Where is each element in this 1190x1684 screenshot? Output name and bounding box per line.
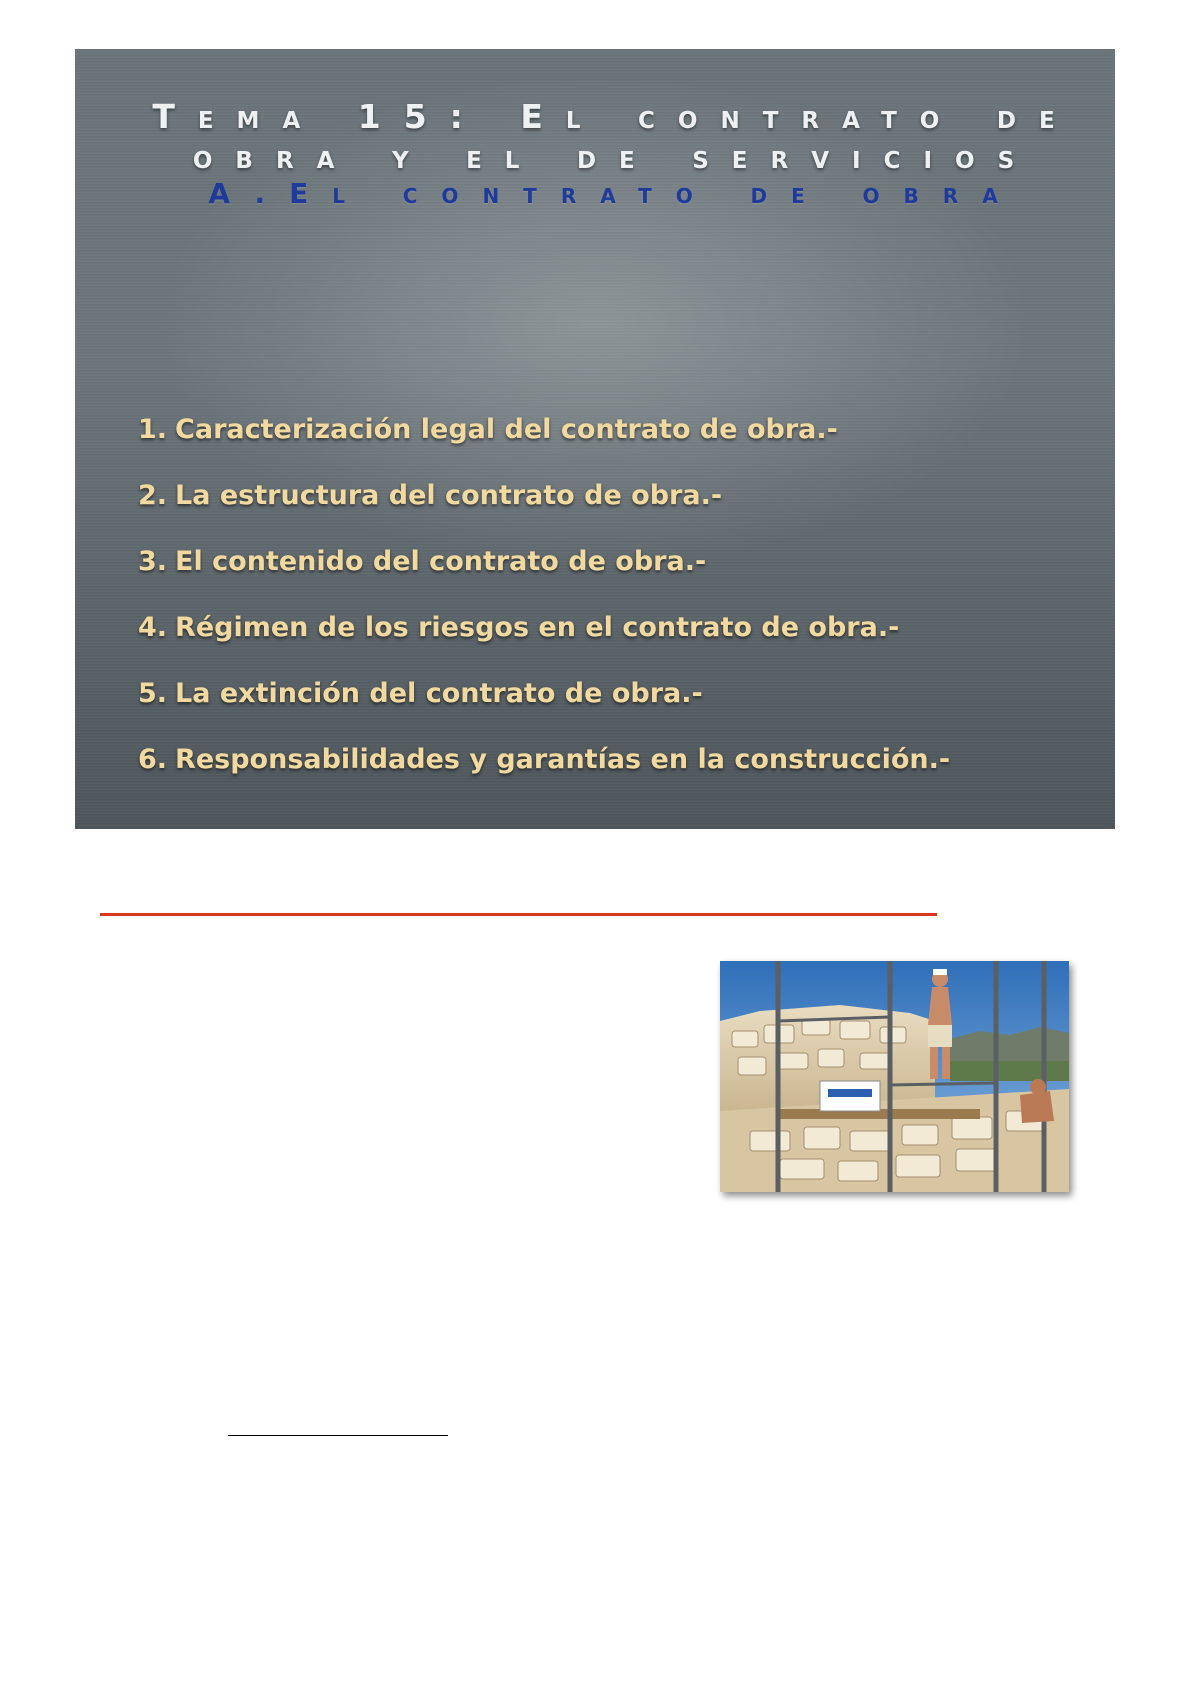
- topic-number: 1.: [138, 414, 168, 445]
- slide: [75, 49, 1115, 829]
- topic-item: [138, 397, 950, 463]
- topic-number: 5.: [138, 678, 168, 709]
- topic-number: 3.: [138, 546, 168, 577]
- topic-list: [138, 397, 950, 793]
- topic-text: La extinción del contrato de obra.-: [175, 678, 703, 709]
- topic-number: 2.: [138, 480, 168, 511]
- topic-text: El contenido del contrato de obra.-: [175, 546, 707, 577]
- slide-title-line-1: Tema 15: El contrato de: [152, 97, 1078, 136]
- slide-subtitle: A.El contrato de obra: [208, 177, 1022, 210]
- slide-title-line-2: obra y el de servicios: [192, 137, 1038, 176]
- topic-text: Caracterización legal del contrato de obra.-: [175, 414, 838, 445]
- footnote-separator: [228, 1435, 448, 1436]
- topic-item: [138, 661, 950, 727]
- topic-number: 4.: [138, 612, 168, 643]
- topic-text: La estructura del contrato de obra.-: [175, 480, 723, 511]
- topic-item: [138, 463, 950, 529]
- topic-item: [138, 529, 950, 595]
- section-separator: [100, 913, 937, 916]
- topic-text: Régimen de los riesgos en el contrato de obra.-: [175, 612, 900, 643]
- construction-photo: [720, 961, 1069, 1192]
- topic-number: 6.: [138, 744, 168, 775]
- topic-text: Responsabilidades y garantías en la construcción.-: [175, 744, 951, 775]
- topic-item: [138, 595, 950, 661]
- topic-item: [138, 727, 950, 793]
